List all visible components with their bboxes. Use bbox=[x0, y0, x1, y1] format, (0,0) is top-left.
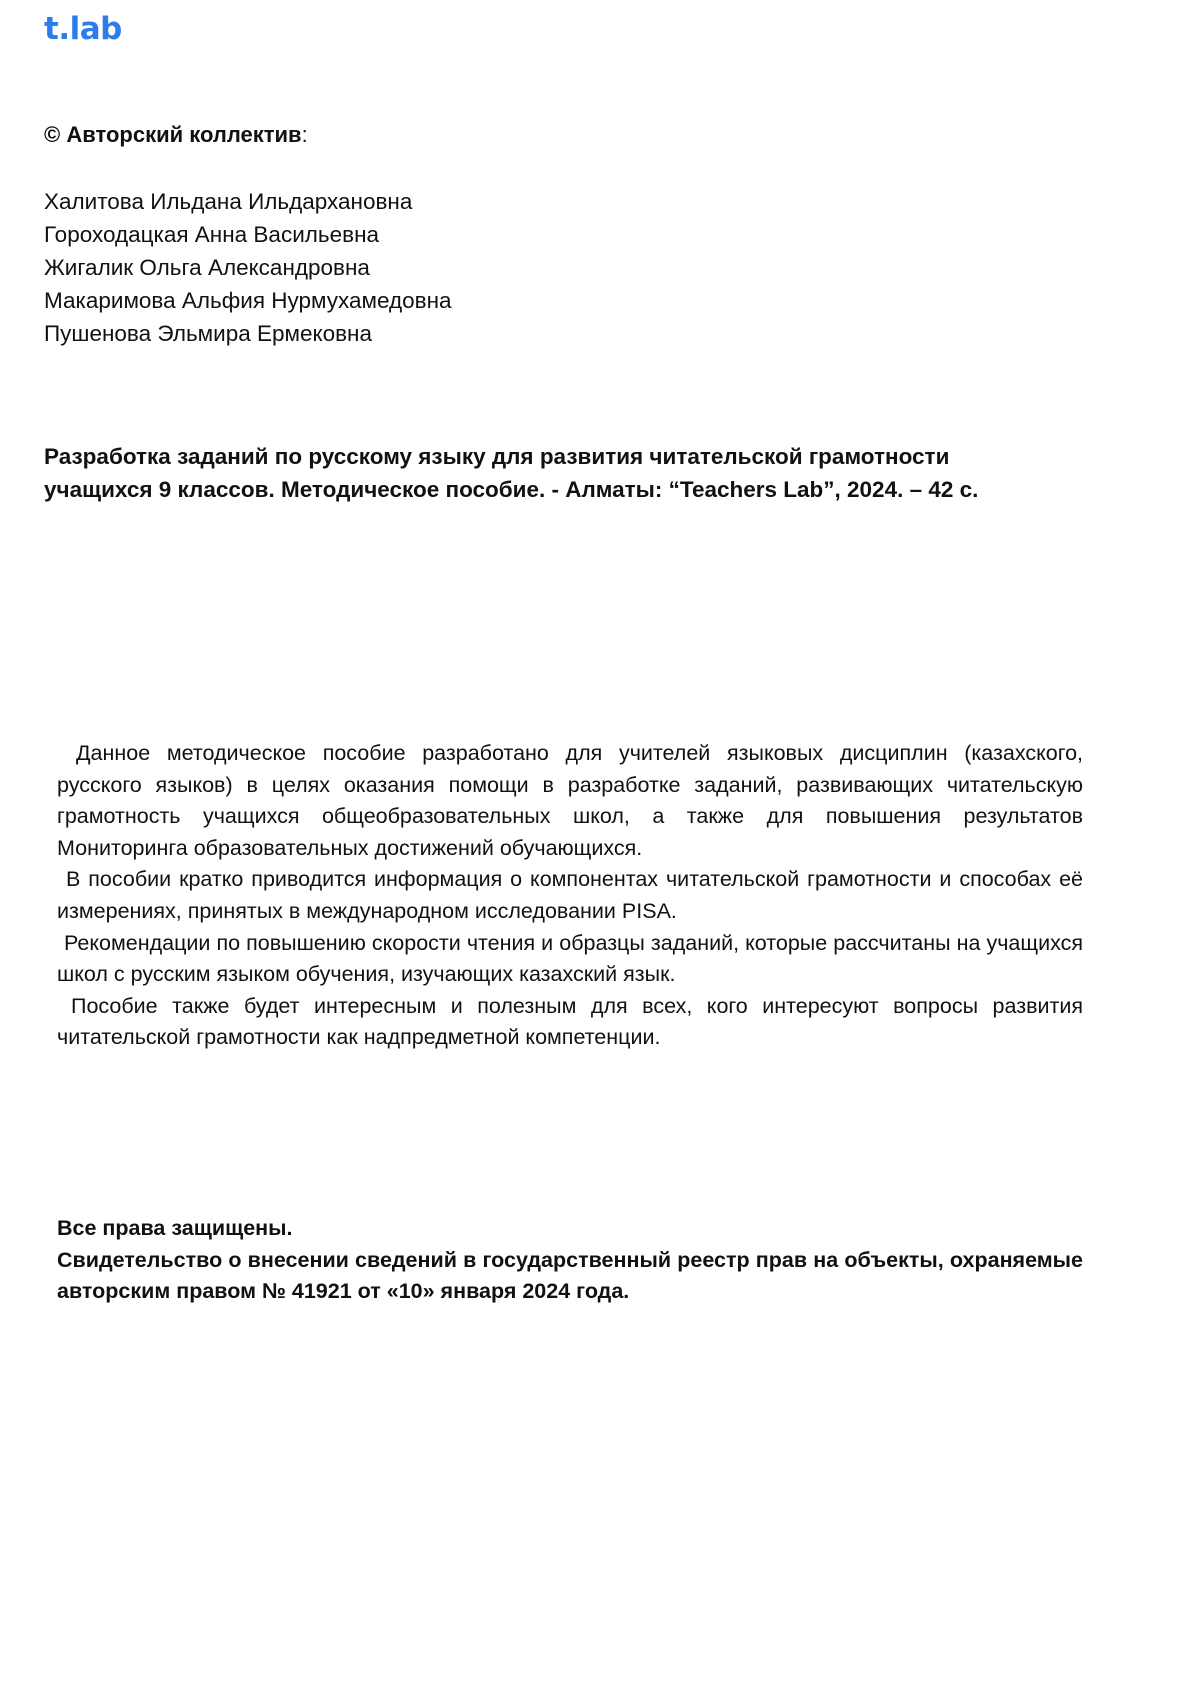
rights-reserved: Все права защищены. bbox=[57, 1216, 293, 1240]
author-name: Макаримова Альфия Нурмухамедовна bbox=[44, 288, 452, 313]
abstract-paragraph bbox=[57, 864, 1083, 927]
abstract-paragraph bbox=[57, 928, 1083, 991]
authors-heading-text: Авторский коллектив bbox=[66, 122, 302, 147]
abstract bbox=[57, 738, 1083, 1054]
tlab-logo: t.lab bbox=[44, 11, 122, 47]
abstract-paragraph bbox=[57, 991, 1083, 1054]
copyright-symbol: © bbox=[44, 122, 61, 147]
abstract-paragraph-text: Данное методическое пособие разработано для учителей языковых дисциплин (казахского, русского языков) в целях оказания помощи в разработке заданий, развивающих читательскую грамотность учащихся общеобразовательных школ, а также для повышения результатов Мониторинга образовательных достижений обучающихся. bbox=[57, 741, 1083, 860]
bibliographic-citation: Разработка заданий по русскому языку для развития читательской грамотности учащихся 9 классов. Методическое пособие. - Алматы: “Teachers Lab”, 2024. – 42 с. bbox=[44, 444, 979, 502]
rights-notice bbox=[57, 1213, 1083, 1308]
author-name: Гороходацкая Анна Васильевна bbox=[44, 222, 380, 247]
authors-heading bbox=[44, 120, 308, 150]
author-name: Халитова Ильдана Ильдархановна bbox=[44, 189, 413, 214]
abstract-paragraph-text: Пособие также будет интересным и полезным для всех, кого интересуют вопросы развития читательской грамотности как надпредметной компетенции. bbox=[57, 993, 1083, 1050]
author-name: Жигалик Ольга Александровна bbox=[44, 255, 370, 280]
abstract-paragraph-text: В пособии кратко приводится информация о компонентах читательской грамотности и способах её измерениях, принятых в международном исследовании PISA. bbox=[57, 867, 1083, 923]
author-name: Пушенова Эльмира Ермековна bbox=[44, 321, 372, 346]
abstract-paragraph bbox=[57, 738, 1083, 864]
copyright-registration: Свидетельство о внесении сведений в государственный реестр прав на объекты, охраняемые авторским правом № 41921 от «10» января 2024 года. bbox=[57, 1247, 1083, 1304]
abstract-paragraph-text: Рекомендации по повышению скорости чтения и образцы заданий, которые рассчитаны на учащихся школ с русским языком обучения, изучающих казахский язык. bbox=[57, 930, 1083, 987]
authors-list bbox=[44, 185, 452, 350]
authors-heading-colon: : bbox=[301, 122, 308, 147]
